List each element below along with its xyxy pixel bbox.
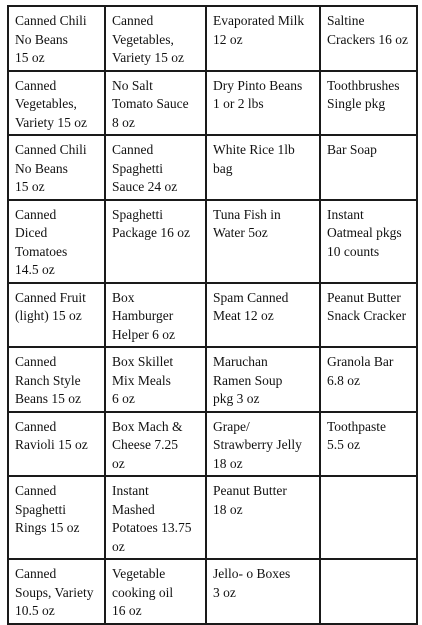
- cell-text-line: Peanut Butter: [327, 289, 401, 305]
- cell-text-line: Crackers 16 oz: [327, 31, 408, 47]
- grocery-item-table: [7, 5, 418, 625]
- cell-text-line: Cheese 7.25: [112, 437, 178, 452]
- table-cell: [8, 135, 105, 200]
- table-cell: [320, 71, 417, 136]
- table-cell: [320, 347, 417, 412]
- table-cell: [206, 283, 320, 348]
- cell-text-line: Mix Meals: [112, 372, 171, 388]
- cell-text-line: Jello- o Boxes: [213, 566, 291, 581]
- cell-text-line: oz: [112, 455, 125, 471]
- cell-text-line: Meat 12 oz: [213, 308, 274, 323]
- cell-text-line: Vegetable: [112, 566, 166, 581]
- table-cell: [105, 200, 206, 283]
- cell-text-line: 6 oz: [112, 391, 135, 406]
- cell-text-line: Canned: [15, 354, 57, 369]
- cell-text-line: 10 counts: [327, 243, 380, 259]
- table-body: [8, 6, 417, 624]
- table-cell: [8, 559, 105, 624]
- cell-text-line: 6.8 oz: [327, 372, 360, 388]
- table-cell: [105, 476, 206, 559]
- cell-text-line: Soups, Variety: [15, 584, 94, 600]
- table-cell: [206, 200, 320, 283]
- table-row: [8, 412, 417, 477]
- cell-text-line: Strawberry Jelly: [213, 437, 302, 452]
- cell-text-line: Canned Chili: [15, 142, 87, 157]
- cell-text-line: Saltine: [327, 13, 365, 28]
- table-cell: [105, 283, 206, 348]
- cell-text-line: Toothpaste: [327, 418, 387, 434]
- table-cell: [206, 412, 320, 477]
- cell-text-line: Spam Canned: [213, 289, 289, 305]
- table-cell: [320, 559, 417, 624]
- table-cell: [320, 476, 417, 559]
- cell-text-line: Maruchan: [213, 354, 268, 369]
- cell-text-line: No Beans: [15, 160, 68, 176]
- cell-text-line: 8 oz: [112, 114, 135, 130]
- table-cell: [8, 347, 105, 412]
- cell-text-line: Package 16 oz: [112, 225, 190, 240]
- cell-text-line: Sauce 24 oz: [112, 179, 178, 194]
- cell-text-line: cooking oil: [112, 584, 174, 600]
- cell-text-line: Vegetables,: [15, 96, 77, 111]
- cell-text-line: Beans 15 oz: [15, 391, 81, 406]
- cell-text-line: Canned: [15, 206, 57, 222]
- cell-text-line: Oatmeal pkgs: [327, 225, 402, 240]
- table-cell: [320, 200, 417, 283]
- cell-text-line: No Salt: [112, 77, 153, 93]
- cell-text-line: Ravioli 15 oz: [15, 437, 88, 452]
- cell-text-line: No Beans: [15, 31, 68, 47]
- cell-text-line: Dry Pinto Beans: [213, 77, 303, 93]
- cell-text-line: Vegetables,: [112, 31, 174, 47]
- table-row: [8, 71, 417, 136]
- cell-text-line: Diced: [15, 225, 48, 240]
- cell-text-line: Peanut Butter: [213, 483, 287, 498]
- cell-text-line: White Rice 1lb: [213, 142, 295, 157]
- table-cell: [206, 135, 320, 200]
- cell-text-line: Mashed: [112, 501, 155, 517]
- table-cell: [105, 135, 206, 200]
- cell-text-line: Canned: [15, 483, 57, 498]
- cell-text-line: Tomato Sauce: [112, 96, 189, 111]
- cell-text-line: 18 oz: [213, 501, 243, 517]
- cell-text-line: Tuna Fish in: [213, 206, 281, 222]
- cell-text-line: 10.5 oz: [15, 603, 55, 618]
- cell-text-line: Canned Fruit: [15, 289, 86, 305]
- cell-text-line: Evaporated Milk: [213, 13, 305, 28]
- table-cell: [8, 283, 105, 348]
- cell-text-line: Spaghetti: [112, 206, 163, 222]
- cell-text-line: Ranch Style: [15, 372, 81, 388]
- table-cell: [206, 559, 320, 624]
- cell-text-line: Helper 6 oz: [112, 326, 175, 342]
- cell-text-line: 18 oz: [213, 455, 243, 471]
- table-cell: [105, 6, 206, 71]
- cell-text-line: 15 oz: [15, 179, 45, 194]
- cell-text-line: Water 5oz: [213, 225, 268, 240]
- cell-text-line: (light) 15 oz: [15, 308, 82, 323]
- cell-text-line: oz: [112, 538, 125, 554]
- cell-text-line: 3 oz: [213, 584, 236, 600]
- cell-text-line: Grape/: [213, 418, 250, 434]
- cell-text-line: Toothbrushes: [327, 77, 400, 93]
- cell-text-line: Box: [112, 289, 135, 305]
- table-cell: [8, 71, 105, 136]
- cell-text-line: Canned: [15, 77, 57, 93]
- cell-text-line: 12 oz: [213, 31, 243, 47]
- table-cell: [206, 6, 320, 71]
- cell-text-line: 16 oz: [112, 603, 142, 618]
- cell-text-line: Canned Chili: [15, 13, 87, 28]
- cell-text-line: Canned: [15, 418, 57, 434]
- cell-text-line: 14.5 oz: [15, 262, 55, 277]
- table-row: [8, 6, 417, 71]
- table-cell: [206, 71, 320, 136]
- table-cell: [206, 347, 320, 412]
- table-row: [8, 347, 417, 412]
- cell-text-line: Canned: [112, 142, 154, 157]
- cell-text-line: Variety 15 oz: [112, 50, 184, 65]
- table-cell: [105, 347, 206, 412]
- table-cell: [320, 135, 417, 200]
- cell-text-line: 15 oz: [15, 50, 45, 65]
- cell-text-line: Hamburger: [112, 308, 174, 323]
- cell-text-line: pkg 3 oz: [213, 391, 260, 406]
- cell-text-line: Instant: [112, 483, 149, 498]
- cell-text-line: Box Mach &: [112, 418, 183, 434]
- cell-text-line: Canned: [15, 566, 57, 581]
- table-row: [8, 476, 417, 559]
- cell-text-line: Spaghetti: [112, 160, 163, 176]
- cell-text-line: Box Skillet: [112, 354, 174, 369]
- cell-text-line: Canned: [112, 13, 154, 28]
- table-cell: [105, 412, 206, 477]
- cell-text-line: Potatoes 13.75: [112, 520, 192, 535]
- cell-text-line: Rings 15 oz: [15, 520, 80, 535]
- cell-text-line: Spaghetti: [15, 501, 66, 517]
- table-row: [8, 200, 417, 283]
- table-cell: [8, 6, 105, 71]
- cell-text-line: Snack Cracker: [327, 308, 407, 323]
- table-row: [8, 135, 417, 200]
- cell-text-line: Instant: [327, 206, 364, 222]
- table-cell: [8, 476, 105, 559]
- cell-text-line: Tomatoes: [15, 243, 68, 259]
- cell-text-line: Variety 15 oz: [15, 114, 87, 130]
- table-cell: [320, 412, 417, 477]
- cell-text-line: Ramen Soup: [213, 372, 283, 388]
- table-cell: [8, 200, 105, 283]
- table-cell: [105, 71, 206, 136]
- cell-text-line: Granola Bar: [327, 354, 394, 369]
- table-cell: [105, 559, 206, 624]
- table-row: [8, 559, 417, 624]
- table-cell: [8, 412, 105, 477]
- table-row: [8, 283, 417, 348]
- cell-text-line: 5.5 oz: [327, 437, 360, 452]
- cell-text-line: bag: [213, 160, 233, 176]
- cell-text-line: Bar Soap: [327, 142, 377, 157]
- table-cell: [320, 6, 417, 71]
- table-cell: [320, 283, 417, 348]
- table-cell: [206, 476, 320, 559]
- cell-text-line: Single pkg: [327, 96, 386, 111]
- cell-text-line: 1 or 2 lbs: [213, 96, 264, 111]
